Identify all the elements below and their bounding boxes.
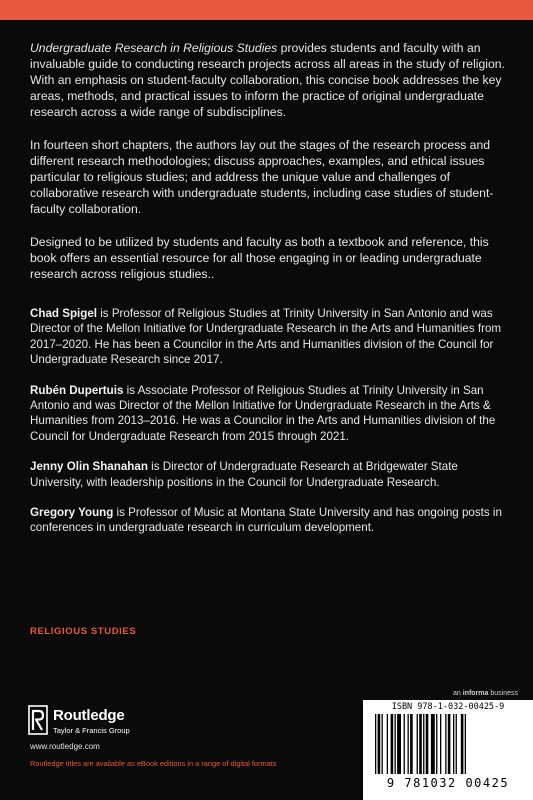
barcode-bar — [440, 714, 441, 774]
author-bio-young — [30, 505, 508, 536]
informa-brand: informa — [462, 690, 489, 697]
author-bio-text: is Director of Undergraduate Research at Bridgewater State University, with leadership positions in the Council for Undergraduate Research. — [30, 460, 458, 489]
author-bio-text: is Associate Professor of Religious Studies at Trinity University in San Antonio and was Director of the Mellon Initiative for Undergraduate Research in the Arts & Humanities from 2013–2016. He was a Councilor in the Arts and Humanities division of the Council for Undergraduate Research from 2015 through 2021. — [30, 383, 496, 443]
isbn-label: ISBN 978-1-032-00425-9 — [391, 702, 505, 712]
barcode-bar — [431, 714, 435, 774]
author-bio-text: is Professor of Religious Studies at Trinity University in San Antonio and was Director of the Mellon Initiative for Undergraduate Research in the Arts and Humanities from 2017–2020. He has been a Councilor in the Arts and Humanities division of the Council for Undergraduate Research since 2017. — [30, 307, 502, 367]
barcode-bar — [391, 714, 394, 774]
author-name: Chad Spigel — [30, 307, 97, 320]
barcode-bar — [382, 714, 383, 774]
barcode-bar — [426, 714, 429, 774]
author-bios — [30, 306, 508, 551]
barcode-bar — [465, 714, 466, 774]
barcode-bar — [378, 714, 381, 774]
informa-prefix: an — [453, 690, 463, 697]
routledge-logo — [28, 705, 168, 739]
author-bio-dupertuis — [30, 383, 508, 445]
barcode-bar — [417, 714, 418, 774]
author-name: Jenny Olin Shanahan — [30, 460, 148, 474]
isbn-barcode — [363, 700, 533, 800]
author-name: Gregory Young — [30, 506, 114, 520]
barcode-bars — [373, 714, 523, 776]
barcode-bar — [456, 714, 457, 774]
description-paragraph-3: Designed to be utilized by students and faculty as both a textbook and reference, this book offers an essential resource for all those engaging in or leading undergraduate research across religious studies.. — [30, 235, 489, 281]
book-description — [30, 40, 508, 299]
barcode-bar — [461, 714, 464, 774]
barcode-bar — [395, 714, 396, 774]
informa-business-tag — [453, 690, 518, 697]
barcode-bar — [387, 714, 388, 774]
barcode-bar — [404, 714, 405, 774]
author-bio-shanahan — [30, 459, 508, 490]
barcode-bar — [436, 714, 437, 774]
description-text-1: provides students and faculty with an invaluable guide to conducting research projects across all areas in the study of religion. With an emphasis on student-faculty collaboration, this concise book addresses the key areas, methods, and practical issues to inform the practice of original undergraduate research across a wide range of subdisciplines. — [30, 41, 505, 119]
barcode-bar — [445, 714, 446, 774]
barcode-bar — [410, 714, 413, 774]
barcode-bar — [419, 714, 422, 774]
publisher-name: Routledge — [53, 707, 125, 724]
informa-suffix: business — [488, 690, 518, 697]
barcode-bar — [397, 714, 401, 774]
author-bio-spigel — [30, 306, 508, 368]
author-name: Rubén Dupertuis — [30, 383, 124, 397]
top-accent-bar — [0, 0, 533, 20]
publisher-group: Taylor & Francis Group — [53, 726, 130, 735]
author-bio-text: is Professor of Music at Montana State University and has ongoing posts in conferences in undergraduate research in curriculum development. — [30, 506, 502, 535]
barcode-bar — [448, 714, 451, 774]
publisher-website: www.routledge.com — [30, 742, 100, 751]
subject-category: RELIGIOUS STUDIES — [30, 626, 137, 637]
routledge-r-icon — [28, 705, 48, 735]
description-paragraph-2: In fourteen short chapters, the authors lay out the stages of the research process and different research methodologies; discuss approaches, examples, and ethical issues particular to religious studies; and address the unique value and challenges of collaborative research with undergraduate students, including case studies of student-faculty collaboration. — [30, 138, 494, 216]
barcode-digits: 9 781032 00425 — [386, 776, 510, 790]
ebook-availability-note: Routledge titles are available as eBook editions in a range of digital formats — [30, 759, 277, 768]
book-title-italic: Undergraduate Research in Religious Studies — [30, 41, 278, 55]
barcode-bar — [408, 714, 409, 774]
barcode-bar — [423, 714, 424, 774]
barcode-bar — [375, 714, 376, 774]
barcode-bar — [453, 714, 454, 774]
description-paragraph-1 — [30, 40, 508, 120]
